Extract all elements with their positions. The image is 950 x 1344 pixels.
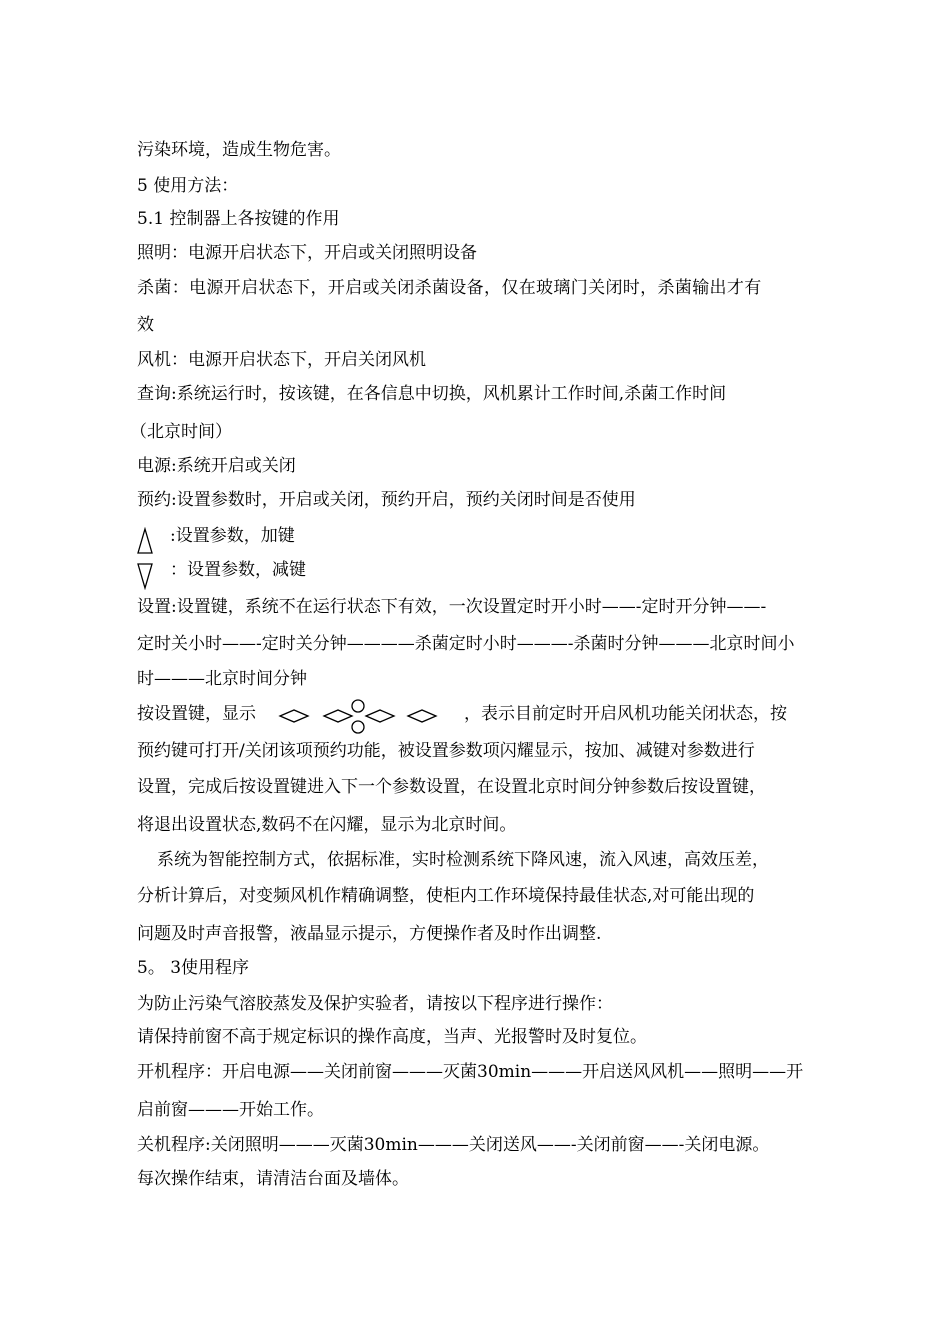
text-line: 电源:系统开启或关闭 — [137, 456, 296, 476]
paragraph-line: 系统为智能控制方式，依据标准，实时检测系统下降风速，流入风速，高效压差， — [157, 850, 769, 870]
text-line: 将退出设置状态,数码不在闪耀，显示为北京时间。 — [137, 815, 517, 835]
text-line: 每次操作结束，请清洁台面及墙体。 — [137, 1169, 409, 1189]
text-line: 分析计算后，对变频风机作精确调整，使柜内工作环境保持最佳状态,对可能出现的 — [137, 886, 755, 906]
text-line: 预约键可打开/关闭该项预约功能，被设置参数项闪耀显示，按加、减键对参数进行 — [137, 741, 755, 761]
text-line: 开机程序：开启电源——关闭前窗———灭菌30min———开启送风风机——照明——开 — [137, 1062, 804, 1082]
text-line: :设置参数，加键 — [170, 526, 295, 546]
text-line: 请保持前窗不高于规定标识的操作高度，当声、光报警时及时复位。 — [137, 1027, 647, 1047]
subsection-heading: 5.1 控制器上各按键的作用 — [137, 209, 340, 229]
text-line: 关机程序:关闭照明———灭菌30min———关闭送风——-关闭前窗——-关闭电源。 — [137, 1135, 770, 1155]
text-line: 风机：电源开启状态下，开启关闭风机 — [137, 350, 426, 370]
text-line: 按设置键，显示 — [137, 704, 256, 724]
text-line: 设置，完成后按设置键进入下一个参数设置，在设置北京时间分钟参数后按设置键， — [137, 777, 766, 797]
text-line: 为防止污染气溶胶蒸发及保护实验者，请按以下程序进行操作： — [137, 994, 613, 1014]
section-heading: 5 使用方法： — [137, 176, 239, 196]
text-line: 效 — [137, 315, 154, 335]
text-line: 查询:系统运行时，按该键，在各信息中切换，风机累计工作时间,杀菌工作时间 — [137, 384, 727, 404]
text-line: 设置:设置键，系统不在运行状态下有效，一次设置定时开小时——-定时开分钟——- — [137, 597, 767, 617]
text-line: 时———北京时间分钟 — [137, 669, 307, 689]
text-line: ：设置参数，减键 — [170, 560, 306, 580]
text-line: 定时关小时——-定时关分钟————杀菌定时小时———-杀菌时分钟———北京时间小 — [137, 634, 795, 654]
up-triangle-icon — [136, 527, 154, 555]
text-line: 预约:设置参数时，开启或关闭，预约开启，预约关闭时间是否使用 — [137, 490, 636, 510]
text-line: 问题及时声音报警，液晶显示提示，方便操作者及时作出调整. — [137, 924, 602, 944]
text-line: （北京时间） — [130, 422, 232, 442]
text-line: ，表示目前定时开启风机功能关闭状态，按 — [464, 704, 787, 724]
diamond-display-icon — [278, 696, 444, 736]
subsection-heading: 5。 3使用程序 — [137, 958, 250, 978]
text-line: 杀菌：电源开启状态下，开启或关闭杀菌设备，仅在玻璃门关闭时，杀菌输出才有 — [137, 278, 762, 298]
down-triangle-icon — [136, 562, 154, 590]
text-line: 启前窗———开始工作。 — [137, 1100, 324, 1120]
text-line: 污染环境，造成生物危害。 — [137, 140, 341, 160]
text-line: 照明：电源开启状态下，开启或关闭照明设备 — [137, 243, 477, 263]
